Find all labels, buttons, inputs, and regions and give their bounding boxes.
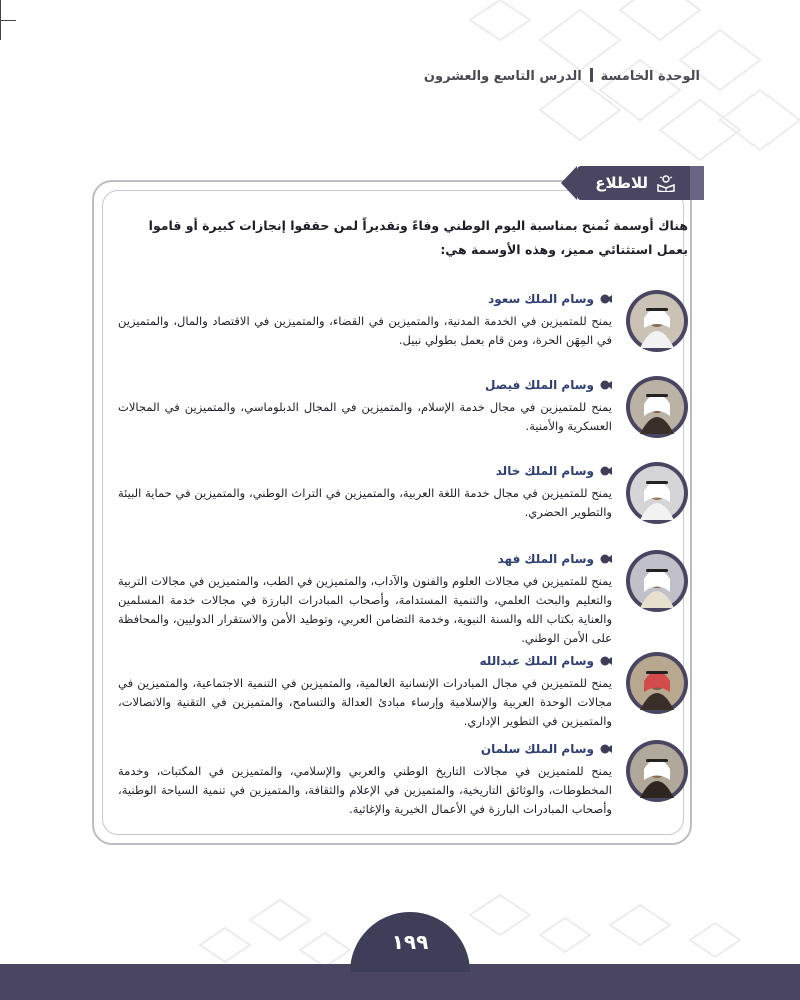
medal-description: يمنح للمتميزين في مجالات التاريخ الوطني والعربي والإسلامي، والمتميزين في المكتبات، وخدمة المخطوطات، والوثائق التاريخية، والمتميزين في الإعلام والثقافة، والمتميزين في تنمية السياحة الوطنية، وأصحاب المبادرات البارزة في الأعمال الخيرية والإغاثية. — [118, 764, 612, 816]
note-tab — [577, 166, 690, 200]
medal-title — [498, 552, 612, 566]
portrait-image — [626, 550, 688, 612]
portrait-image — [626, 290, 688, 352]
unit-label: الوحدة الخامسة — [600, 69, 700, 84]
portrait-image — [626, 376, 688, 438]
medal-title-text: وسام الملك سعود — [488, 292, 594, 306]
note-tab-accent — [690, 166, 704, 200]
medal-description: يمنح للمتميزين في مجال خدمة اللغة العربية، والمتميزين في التراث الوطني، والمتميزين في حماية البيئة والتطوير الحضري. — [118, 486, 612, 519]
medal-description: يمنح للمتميزين في مجال خدمة الإسلام، والمتميزين في المجال الدبلوماسي، والمتميزين في المجالات العسكرية والأمنية. — [118, 400, 612, 433]
medal-item — [118, 740, 688, 816]
medal-description: يمنح للمتميزين في مجالات العلوم والفنون والآداب، والمتميزين في الطب، والمتميزين في مجالات التربية والتعليم والبحث العلمي، والتنمية المستدامة، وأصحاب المبادرات البارزة في مجالات خدمة المسلمين والعناية بكتاب الله والسنة النبوية، وخدمة التضامن العربي، وتوطيد الأمن والاستقرار الدوليين، والمحافظة على الأمن الوطني. — [118, 574, 612, 645]
medal-item — [118, 462, 688, 532]
portrait-image — [626, 740, 688, 802]
medal-title — [480, 654, 612, 668]
medal-item — [118, 652, 688, 728]
page-number: ١٩٩ — [391, 930, 429, 954]
running-header — [424, 68, 700, 84]
medal-title-text: وسام الملك فيصل — [485, 378, 594, 392]
bullet-arrow-icon — [600, 380, 612, 390]
medal-title-text: وسام الملك عبدالله — [479, 654, 594, 668]
header-separator — [590, 68, 593, 82]
portrait-image — [626, 652, 688, 714]
bullet-arrow-icon — [600, 744, 612, 754]
portrait-image — [626, 462, 688, 524]
medal-item — [118, 550, 688, 645]
medal-item — [118, 290, 688, 360]
note-label: للاطلاع — [595, 174, 648, 192]
bullet-arrow-icon — [600, 466, 612, 476]
medal-title — [488, 292, 612, 306]
medal-title — [485, 378, 612, 392]
crop-mark — [0, 20, 16, 21]
lesson-label: الدرس التاسع والعشرون — [423, 69, 582, 84]
bullet-arrow-icon — [600, 554, 612, 564]
medal-title-text: وسام الملك سلمان — [480, 742, 594, 756]
medal-title — [496, 464, 612, 478]
bullet-arrow-icon — [600, 294, 612, 304]
medal-title-text: وسام الملك فهد — [497, 552, 594, 566]
intro-paragraph: هناك أوسمة تُمنح بمناسبة اليوم الوطني وفاءً وتقديراً لمن حققوا إنجازات كبيرة أو قاموا بعمل استثنائي مميز، وهذه الأوسمة هي: — [148, 218, 688, 257]
medal-item — [118, 376, 688, 446]
medal-description: يمنح للمتميزين في مجال المبادرات الإنسانية العالمية، والمتميزين في التنمية الاجتماعية، والمتميزين في مجالات الوحدة العربية والإسلامية وإرساء مبادئ العدالة والتسامح، والمتميزين في التقنية والاتصالات، والمتميزين في التطوير الإداري. — [118, 676, 612, 728]
bullet-arrow-icon — [600, 656, 612, 666]
reading-book-icon — [656, 174, 676, 192]
medal-title-text: وسام الملك خالد — [495, 464, 594, 478]
medal-description: يمنح للمتميزين في الخدمة المدنية، والمتميزين في القضاء، والمتميزين في الاقتصاد والمال، والمتميزين في المِهَن الحرة، ومن قام بعمل بطولي نبيل. — [118, 314, 612, 347]
medal-title — [481, 742, 612, 756]
